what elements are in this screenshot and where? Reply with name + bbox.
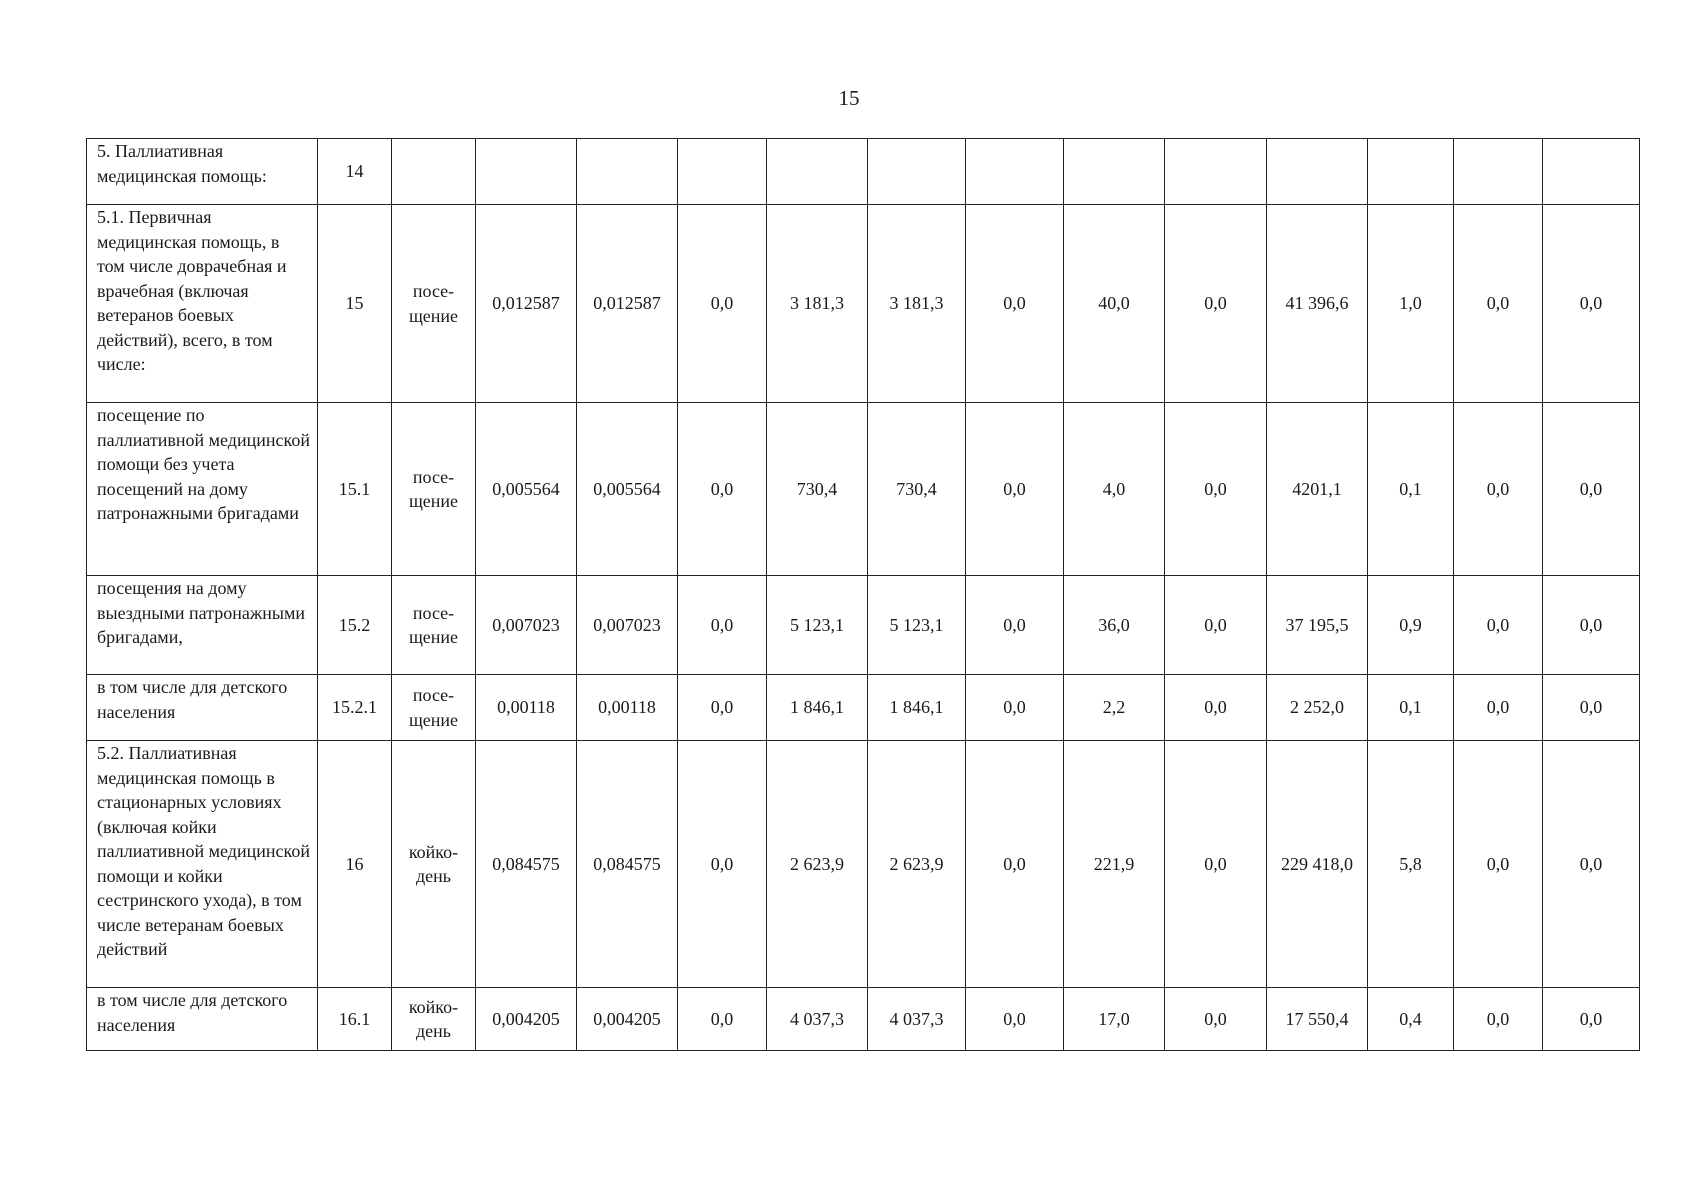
table-cell: 4201,1: [1267, 403, 1368, 576]
table-cell: [577, 139, 678, 205]
table-cell: 0,0: [966, 741, 1064, 988]
table-cell: 0,0: [1543, 675, 1640, 741]
table-row: [87, 741, 1640, 988]
table-cell: 221,9: [1064, 741, 1165, 988]
row-name-cell: 5.2. Паллиативная медицинская помощь в стационарных условиях (включая койки паллиативной медицинской помощи и койки сестринского ухода), в том числе ветеранам боевых действий: [87, 741, 318, 988]
table-cell: 4 037,3: [767, 988, 868, 1051]
table-cell: посе-щение: [392, 675, 476, 741]
table-row: [87, 139, 1640, 205]
table-cell: 0,00118: [476, 675, 577, 741]
table-cell: 0,0: [1543, 403, 1640, 576]
table-cell: 0,0: [1454, 988, 1543, 1051]
table-cell: 0,007023: [476, 576, 577, 675]
table-cell: 0,0: [1165, 675, 1267, 741]
table-cell: 0,0: [1454, 576, 1543, 675]
table-cell: 0,4: [1368, 988, 1454, 1051]
table-cell: 0,0: [678, 741, 767, 988]
table-row: [87, 988, 1640, 1051]
table-cell: [1165, 139, 1267, 205]
row-name-cell: посещения на дому выездными патронажными бригадами,: [87, 576, 318, 675]
table-cell: 0,0: [1165, 403, 1267, 576]
table-cell: 0,0: [1165, 576, 1267, 675]
table-cell: 5,8: [1368, 741, 1454, 988]
table-cell: 730,4: [868, 403, 966, 576]
row-name-cell: 5. Паллиативная медицинская помощь:: [87, 139, 318, 205]
table-cell: 0,084575: [577, 741, 678, 988]
table-cell: 16: [318, 741, 392, 988]
table-cell: 0,0: [678, 988, 767, 1051]
table-cell: койко-день: [392, 988, 476, 1051]
table-cell: 0,0: [966, 675, 1064, 741]
table-cell: 40,0: [1064, 205, 1165, 403]
row-name-cell: посещение по паллиативной медицинской помощи без учета посещений на дому патронажными бригадами: [87, 403, 318, 576]
table-cell: 0,00118: [577, 675, 678, 741]
table-cell: 4,0: [1064, 403, 1165, 576]
table-cell: 2 623,9: [868, 741, 966, 988]
table-cell: 3 181,3: [767, 205, 868, 403]
table-cell: [767, 139, 868, 205]
table-cell: 3 181,3: [868, 205, 966, 403]
table-cell: 0,1: [1368, 675, 1454, 741]
data-table: [86, 138, 1640, 1051]
table-cell: 0,0: [1543, 576, 1640, 675]
table-cell: 0,0: [678, 576, 767, 675]
table-cell: койко-день: [392, 741, 476, 988]
table-cell: 36,0: [1064, 576, 1165, 675]
table-cell: 0,0: [1165, 988, 1267, 1051]
table-cell: посе-щение: [392, 576, 476, 675]
table-cell: 37 195,5: [1267, 576, 1368, 675]
table-cell: 5 123,1: [767, 576, 868, 675]
table-cell: 0,005564: [476, 403, 577, 576]
table-cell: [1543, 139, 1640, 205]
table-cell: [392, 139, 476, 205]
table-row: [87, 205, 1640, 403]
table-cell: 0,0: [678, 205, 767, 403]
table-cell: 0,0: [678, 403, 767, 576]
table-cell: посе-щение: [392, 205, 476, 403]
table-cell: 2 623,9: [767, 741, 868, 988]
table-cell: 16.1: [318, 988, 392, 1051]
table-cell: 0,1: [1368, 403, 1454, 576]
table-cell: 0,9: [1368, 576, 1454, 675]
table-cell: [1368, 139, 1454, 205]
table-cell: 0,005564: [577, 403, 678, 576]
table-cell: 0,0: [1454, 403, 1543, 576]
table-cell: [678, 139, 767, 205]
table-cell: 0,012587: [577, 205, 678, 403]
table-cell: 0,0: [1454, 741, 1543, 988]
table-cell: 0,084575: [476, 741, 577, 988]
table-cell: 2 252,0: [1267, 675, 1368, 741]
table-cell: 0,007023: [577, 576, 678, 675]
table-cell: 0,0: [966, 576, 1064, 675]
table-cell: 0,0: [678, 675, 767, 741]
table-cell: 0,004205: [577, 988, 678, 1051]
table-cell: 1,0: [1368, 205, 1454, 403]
table-cell: 0,0: [1454, 675, 1543, 741]
table-cell: 2,2: [1064, 675, 1165, 741]
table-cell: 1 846,1: [868, 675, 966, 741]
table-cell: 0,012587: [476, 205, 577, 403]
table-cell: 0,0: [966, 988, 1064, 1051]
table-cell: 15.2: [318, 576, 392, 675]
table-cell: 730,4: [767, 403, 868, 576]
table-cell: [1064, 139, 1165, 205]
table-cell: 15.1: [318, 403, 392, 576]
table-cell: 229 418,0: [1267, 741, 1368, 988]
table-cell: 15.2.1: [318, 675, 392, 741]
table-cell: 5 123,1: [868, 576, 966, 675]
table-cell: [966, 139, 1064, 205]
table-cell: 0,0: [966, 205, 1064, 403]
table-cell: 0,0: [1543, 988, 1640, 1051]
table-cell: 4 037,3: [868, 988, 966, 1051]
table-cell: [476, 139, 577, 205]
table-row: [87, 403, 1640, 576]
row-name-cell: в том числе для детского населения: [87, 675, 318, 741]
table-cell: 0,0: [1165, 205, 1267, 403]
table-cell: 15: [318, 205, 392, 403]
table-row: [87, 576, 1640, 675]
row-name-cell: 5.1. Первичная медицинская помощь, в том числе доврачебная и врачебная (включая ветеранов боевых действий), всего, в том числе:: [87, 205, 318, 403]
row-name-cell: в том числе для детского населения: [87, 988, 318, 1051]
table-cell: 14: [318, 139, 392, 205]
table-cell: [1454, 139, 1543, 205]
table-cell: 1 846,1: [767, 675, 868, 741]
table-cell: 17 550,4: [1267, 988, 1368, 1051]
table-cell: [868, 139, 966, 205]
table-row: [87, 675, 1640, 741]
table-cell: 0,0: [966, 403, 1064, 576]
table-cell: 0,0: [1165, 741, 1267, 988]
table-cell: 0,004205: [476, 988, 577, 1051]
table-cell: 41 396,6: [1267, 205, 1368, 403]
table-cell: [1267, 139, 1368, 205]
page-number: 15: [838, 86, 860, 110]
table-cell: 0,0: [1543, 205, 1640, 403]
table-cell: посе-щение: [392, 403, 476, 576]
table-cell: 17,0: [1064, 988, 1165, 1051]
table-cell: 0,0: [1454, 205, 1543, 403]
table-cell: 0,0: [1543, 741, 1640, 988]
